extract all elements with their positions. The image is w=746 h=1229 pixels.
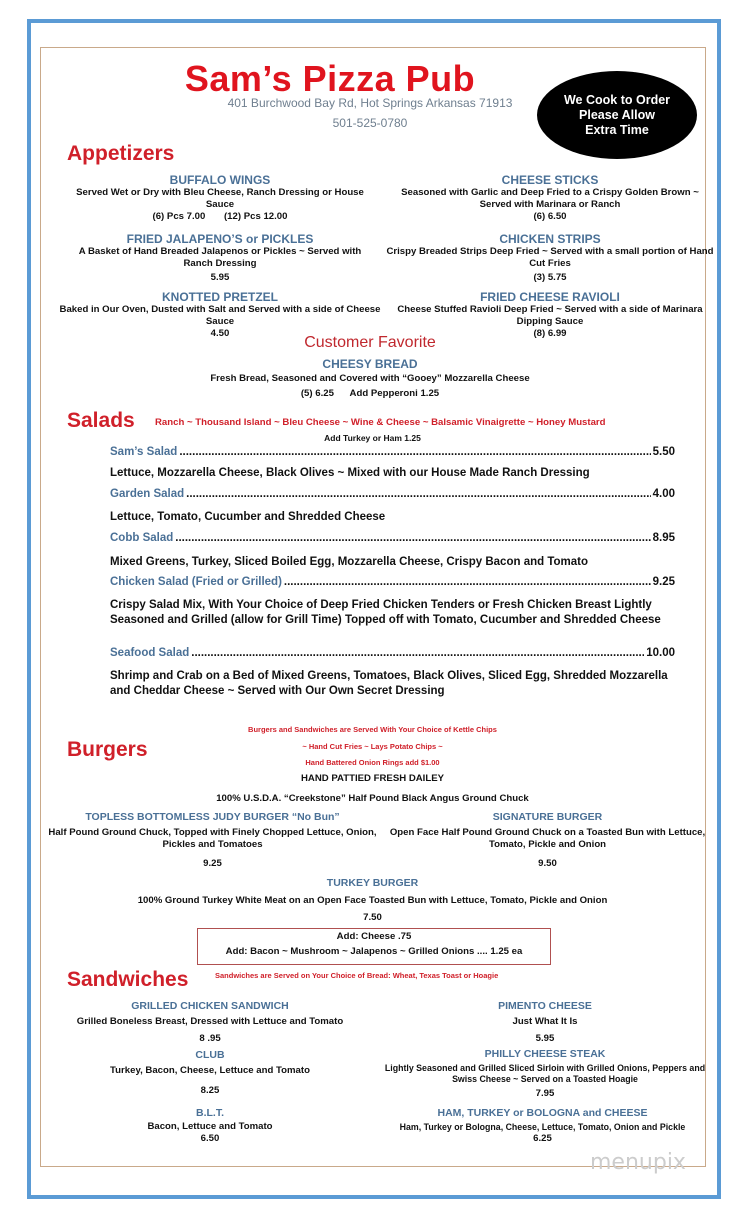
sides-line: ~ Hand Cut Fries ~ Lays Potato Chips ~ (302, 741, 443, 751)
item-name: Chicken Salad (Fried or Grilled) (110, 576, 282, 588)
item-desc: A Basket of Hand Breaded Jalapenos or Pickles ~ Served with Ranch Dressing (78, 246, 362, 269)
section-title-salads: Salads (67, 409, 135, 432)
menu-item (365, 1107, 720, 1145)
item-price: 8 .95 (199, 1033, 221, 1044)
item-desc: Grilled Boneless Breast, Dressed with Lettuce and Tomato (76, 1016, 344, 1027)
item-name: Sam’s Salad (110, 446, 178, 458)
item-price: 5.95 (535, 1033, 555, 1044)
item-desc: Mixed Greens, Turkey, Sliced Boiled Egg, Mozzarella Cheese, Crispy Bacon and Tomato (110, 556, 589, 568)
phone: 501-525-0780 (332, 116, 408, 130)
item-price: (3) 5.75 (533, 272, 567, 283)
dot-leader (191, 647, 644, 659)
menu-item (385, 173, 715, 223)
item-name: PIMENTO CHEESE (498, 1000, 592, 1012)
item-name: PHILLY CHEESE STEAK (484, 1048, 606, 1060)
section-title-sandwiches: Sandwiches (67, 968, 189, 991)
item-price: (6) 6.50 (533, 211, 567, 222)
address: 401 Burchwood Bay Rd, Hot Springs Arkansas 71913 (227, 96, 513, 110)
item-price: 4.00 (652, 488, 675, 500)
menu-item (55, 232, 385, 284)
item-name: GRILLED CHICKEN SANDWICH (131, 1000, 289, 1012)
menu-item (55, 290, 385, 340)
salad-row (110, 532, 675, 544)
item-desc: Turkey, Bacon, Cheese, Lettuce and Tomato (110, 1065, 310, 1076)
item-price: (5) 6.25 Add Pepperoni 1.25 (300, 388, 440, 399)
badge-line: Please Allow (579, 107, 655, 122)
item-name: B.L.T. (196, 1107, 224, 1119)
item-name: Cobb Salad (110, 532, 174, 544)
item-name: CHEESE STICKS (501, 173, 599, 187)
badge-line: Extra Time (585, 122, 649, 137)
item-desc: Ham, Turkey or Bologna, Cheese, Lettuce, Tomato, Onion and Pickle (399, 1122, 686, 1132)
salad-row (110, 647, 675, 659)
item-desc: Lettuce, Tomato, Cucumber and Shredded Cheese (110, 511, 386, 523)
item-name: SIGNATURE BURGER (492, 811, 603, 823)
menu-item (380, 811, 715, 870)
item-name: CLUB (195, 1049, 225, 1061)
item-price: 10.00 (646, 647, 675, 659)
item-desc: Half Pound Ground Chuck, Topped with Finely Chopped Lettuce, Onion, Pickles and Tomatoes (48, 827, 377, 850)
sides-line: Hand Battered Onion Rings add $1.00 (305, 758, 440, 767)
menu-item (375, 1000, 715, 1045)
item-price: 6.25 (533, 1133, 552, 1144)
salad-row (110, 488, 675, 500)
menu-item (45, 1049, 375, 1097)
menu-item (55, 173, 385, 223)
menu-item (45, 1107, 375, 1145)
menu-item (45, 811, 380, 870)
item-desc: Baked in Our Oven, Dusted with Salt and Served with a side of Cheese Sauce (59, 304, 381, 327)
item-desc: Served Wet or Dry with Bleu Cheese, Ranch Dressing or House Sauce (76, 187, 364, 210)
sides-line: Burgers and Sandwiches are Served With Your Choice of Kettle Chips (248, 725, 497, 734)
item-price: 9.25 (203, 858, 222, 869)
salad-add-note: Add Turkey or Ham 1.25 (324, 433, 421, 443)
item-name: CHICKEN STRIPS (499, 232, 601, 246)
item-desc: Seasoned with Garlic and Deep Fried to a Crispy Golden Brown ~ Served with Marinara or Ranch (401, 187, 699, 210)
item-desc: Crispy Breaded Strips Deep Fried ~ Served with a small portion of Hand Cut Fries (386, 246, 714, 269)
item-price: 5.95 (210, 272, 230, 283)
restaurant-title: Sam’s Pizza Pub (184, 58, 476, 99)
item-price: 5.50 (652, 446, 675, 458)
item-price: 9.25 (652, 576, 675, 588)
item-desc: Cheese Stuffed Ravioli Deep Fried ~ Served with a side of Marinara Dipping Sauce (397, 304, 703, 327)
item-desc: Lightly Seasoned and Grilled Sliced Sirloin with Grilled Onions, Peppers and Swiss Cheese ~ Served on a Toasted Hoagie (384, 1063, 706, 1084)
item-name: FRIED CHEESE RAVIOLI (480, 290, 620, 304)
item-price: 8.25 (200, 1085, 220, 1096)
item-desc: Just What It Is (512, 1016, 578, 1027)
bread-note: Sandwiches are Served on Your Choice of Bread: Wheat, Texas Toast or Hoagie (215, 971, 499, 980)
menu-item-featured (120, 357, 620, 400)
dot-leader (175, 532, 650, 544)
item-name: CHEESY BREAD (322, 357, 418, 371)
item-price: 9.50 (538, 858, 557, 869)
customer-favorite-label: Customer Favorite (304, 334, 436, 351)
item-name: Seafood Salad (110, 647, 190, 659)
salad-row (110, 446, 675, 458)
addon-line: Add: Bacon ~ Mushroom ~ Jalapenos ~ Grilled Onions .... 1.25 ea (225, 946, 523, 957)
beef-note: 100% U.S.D.A. “Creekstone” Half Pound Black Angus Ground Chuck (216, 793, 529, 804)
item-price: (8) 6.99 (533, 328, 567, 339)
salad-row (110, 576, 675, 588)
item-price: 6.50 (200, 1133, 220, 1144)
menu-item (385, 232, 715, 284)
dot-leader (186, 488, 650, 500)
item-desc: Fresh Bread, Seasoned and Covered with “Gooey” Mozzarella Cheese (210, 373, 530, 384)
item-desc: Shrimp and Crab on a Bed of Mixed Greens, Tomatoes, Black Olives, Sliced Egg, Shredded Mozzarella and Cheddar Cheese ~ Served with Our Own Secret Dressing (110, 670, 668, 697)
section-title-appetizers: Appetizers (67, 142, 175, 165)
item-desc: Open Face Half Pound Ground Chuck on a Toasted Bun with Lettuce, Tomato, Pickle and Onion (389, 827, 706, 850)
dot-leader (284, 576, 651, 588)
addon-line: Add: Cheese .75 (336, 931, 412, 942)
item-name: FRIED JALAPENO’S or PICKLES (126, 232, 314, 246)
sides-note (200, 722, 545, 772)
item-price: 8.95 (652, 532, 675, 544)
item-price: 7.50 (363, 912, 382, 923)
item-name: HAM, TURKEY or BOLOGNA and CHEESE (437, 1107, 648, 1119)
item-name: TOPLESS BOTTOMLESS JUDY BURGER “No Bun” (85, 811, 340, 823)
item-desc: 100% Ground Turkey White Meat on an Open Face Toasted Bun with Lettuce, Tomato, Pickle and Onion (137, 895, 608, 906)
item-price: 7.95 (535, 1088, 555, 1099)
menu-item (70, 877, 675, 924)
item-price: 4.50 (210, 328, 230, 339)
item-name: KNOTTED PRETZEL (162, 290, 278, 304)
item-name: Garden Salad (110, 488, 185, 500)
badge-line: We Cook to Order (563, 92, 671, 107)
item-desc: Lettuce, Mozzarella Cheese, Black Olives ~ Mixed with our House Made Ranch Dressing (110, 467, 590, 479)
menu-item (375, 1048, 715, 1100)
menu-item (45, 1000, 375, 1045)
watermark: menupix (590, 1150, 686, 1175)
item-desc: Crispy Salad Mix, With Your Choice of Deep Fried Chicken Tenders or Fresh Chicken Breast Lightly Seasoned and Grilled (allow for Grill Time) Topped off with Tomato, Cucumber and Shredded Cheese (110, 599, 661, 626)
burger-tagline: HAND PATTIED FRESH DAILEY (300, 773, 445, 784)
item-name: TURKEY BURGER (326, 877, 419, 889)
dressing-options: Ranch ~ Thousand Island ~ Bleu Cheese ~ Wine & Cheese ~ Balsamic Vinaigrette ~ Honey Mustard (155, 417, 606, 428)
dot-leader (179, 446, 650, 458)
menu-item (385, 290, 715, 340)
cook-to-order-badge (537, 71, 697, 159)
section-title-burgers: Burgers (67, 738, 148, 761)
burger-addons-box (197, 928, 551, 965)
item-desc: Bacon, Lettuce and Tomato (147, 1121, 273, 1132)
item-price: (6) Pcs 7.00 (12) Pcs 12.00 (152, 211, 288, 222)
item-name: BUFFALO WINGS (169, 173, 271, 187)
